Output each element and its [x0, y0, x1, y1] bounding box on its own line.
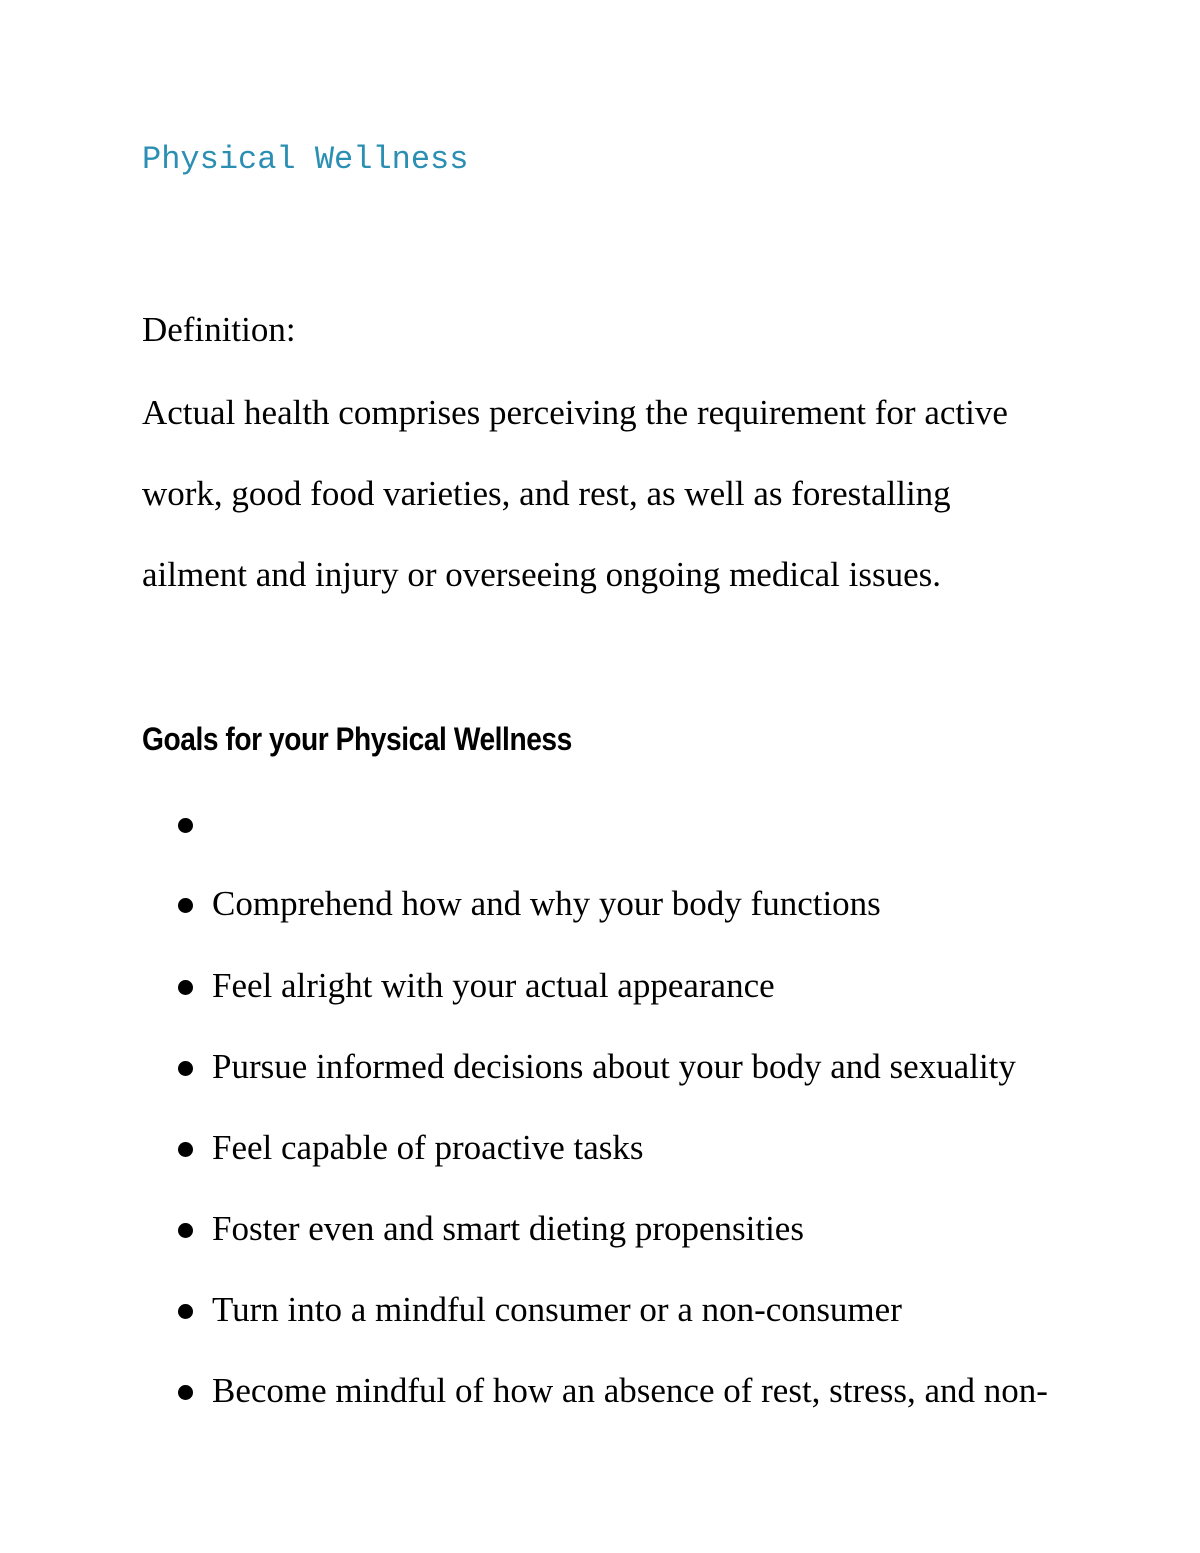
definition-line: Actual health comprises perceiving the requirement for active: [142, 393, 1008, 432]
definition-line: work, good food varieties, and rest, as well as forestalling: [142, 474, 951, 513]
bullet-icon: [178, 1385, 193, 1400]
goals-heading: Goals for your Physical Wellness: [142, 721, 572, 757]
goal-text: Comprehend how and why your body functions: [212, 884, 881, 923]
bullet-icon: [178, 1304, 193, 1319]
goal-text: Feel alright with your actual appearance: [212, 966, 775, 1005]
definition-label: Definition:: [142, 310, 296, 349]
bullet-icon: [178, 980, 193, 995]
bullet-icon: [178, 1061, 193, 1076]
goal-text: Pursue informed decisions about your body and sexuality: [212, 1047, 1016, 1086]
goal-text: Turn into a mindful consumer or a non-consumer: [212, 1290, 902, 1329]
definition-line: ailment and injury or overseeing ongoing medical issues.: [142, 555, 941, 594]
bullet-icon: [178, 818, 193, 833]
document-title: Physical Wellness: [142, 141, 469, 178]
goal-text: Foster even and smart dieting propensities: [212, 1209, 804, 1248]
goal-text: Become mindful of how an absence of rest, stress, and non-: [212, 1371, 1048, 1410]
bullet-icon: [178, 1223, 193, 1238]
bullet-icon: [178, 1142, 193, 1157]
bullet-icon: [178, 898, 193, 913]
goal-text: Feel capable of proactive tasks: [212, 1128, 644, 1167]
